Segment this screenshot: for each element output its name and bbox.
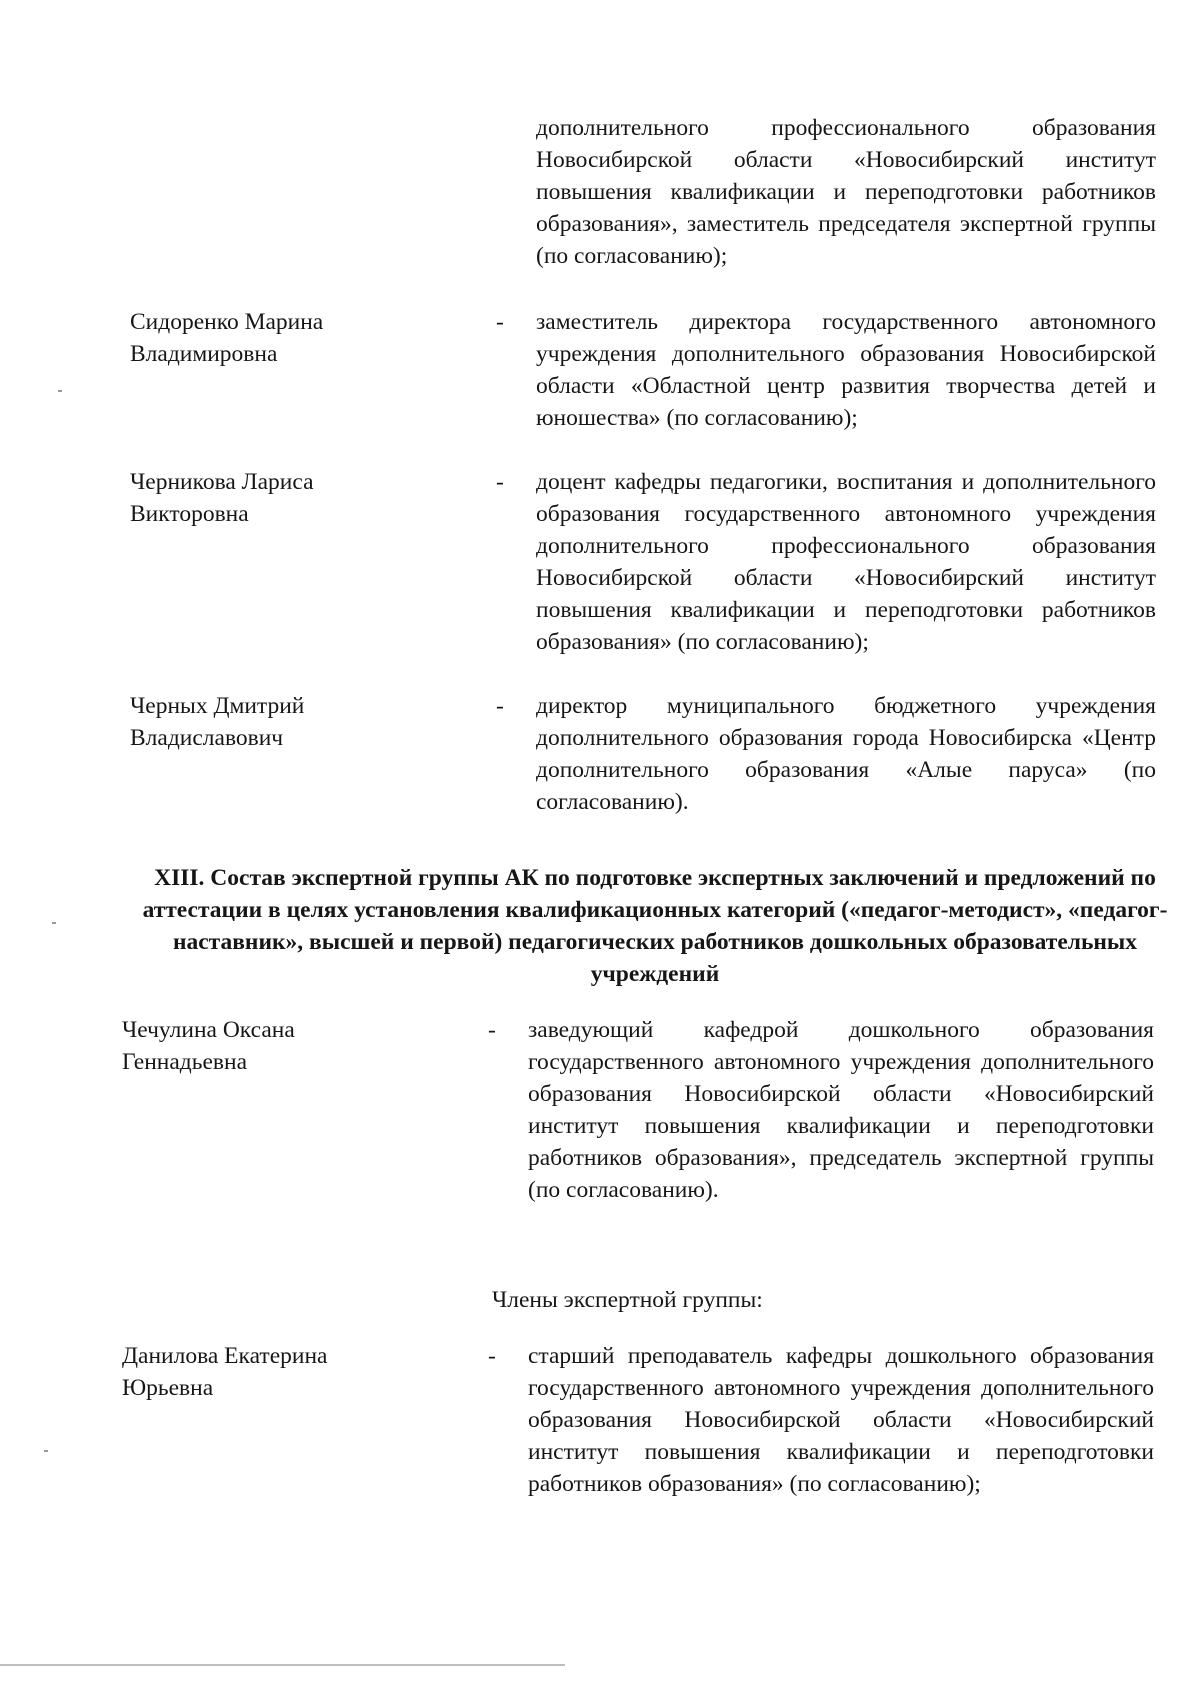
member-patronymic-line: Викторовна <box>130 501 249 527</box>
member-surname-line: Данилова Екатерина <box>122 1343 328 1369</box>
member-description: старший преподаватель кафедры дошкольного образования государственного автономного учреждения дополнительного образования Новосибирской области «Новосибирский институт повышения квалификации и переподготовки работников образования» (по согласованию); <box>528 1343 1154 1497</box>
scan-mark <box>58 390 62 392</box>
member-patronymic-line: Владимировна <box>130 341 278 367</box>
previous-entry-continuation: дополнительного профессионального образования Новосибирской области «Новосибирский институт повышения квалификации и переподготовки работников образования», заместитель председателя экспертной группы (по согласованию); <box>536 115 1156 269</box>
members-label: Члены экспертной группы: <box>492 1287 763 1313</box>
bottom-edge-line <box>0 1664 565 1666</box>
chair-description: заведующий кафедрой дошкольного образования государственного автономного учреждения дополнительного образования Новосибирской области «Новосибирский институт повышения квалификации и переподготовки работников образования», председатель экспертной группы (по согласованию). <box>528 1017 1154 1203</box>
scan-mark <box>52 922 56 924</box>
member-name <box>122 1340 327 1404</box>
chair-surname-line: Чечулина Оксана <box>122 1017 295 1043</box>
member-patronymic-line: Юрьевна <box>122 1375 214 1401</box>
member-name <box>130 466 314 530</box>
section-title: XIII. Состав экспертной группы АК по подготовке экспертных заключений и предложений по аттестации в целях установления квалификационных категорий («педагог-методист», «педагог-наставник», высшей и первой) педагогических работников дошкольных образовательных учреждений <box>142 865 1168 987</box>
member-surname-line: Черных Дмитрий <box>130 693 305 719</box>
member-dash: - <box>488 1343 496 1369</box>
member-surname-line: Сидоренко Марина <box>130 309 324 335</box>
scan-mark <box>44 1450 48 1452</box>
member-surname-line: Черникова Лариса <box>130 469 314 495</box>
member-dash: - <box>496 309 504 335</box>
member-description: доцент кафедры педагогики, воспитания и дополнительного образования государственного автономного учреждения дополнительного профессионального образования Новосибирской области «Новосибирский институт повышения квалификации и переподготовки работников образования» (по согласованию); <box>536 469 1156 655</box>
member-dash: - <box>496 469 504 495</box>
chair-name <box>122 1014 295 1078</box>
member-name <box>130 306 323 370</box>
member-description: директор муниципального бюджетного учреждения дополнительного образования города Новосибирска «Центр дополнительного образования «Алые паруса» (по согласованию). <box>536 693 1156 815</box>
chair-patronymic-line: Геннадьевна <box>122 1049 248 1075</box>
member-patronymic-line: Владиславович <box>130 725 284 751</box>
member-description: заместитель директора государственного автономного учреждения дополнительного образования Новосибирской области «Областной центр развития творчества детей и юношества» (по согласованию); <box>536 309 1156 431</box>
chair-dash: - <box>488 1017 496 1043</box>
member-name <box>130 690 304 754</box>
member-dash: - <box>496 693 504 719</box>
